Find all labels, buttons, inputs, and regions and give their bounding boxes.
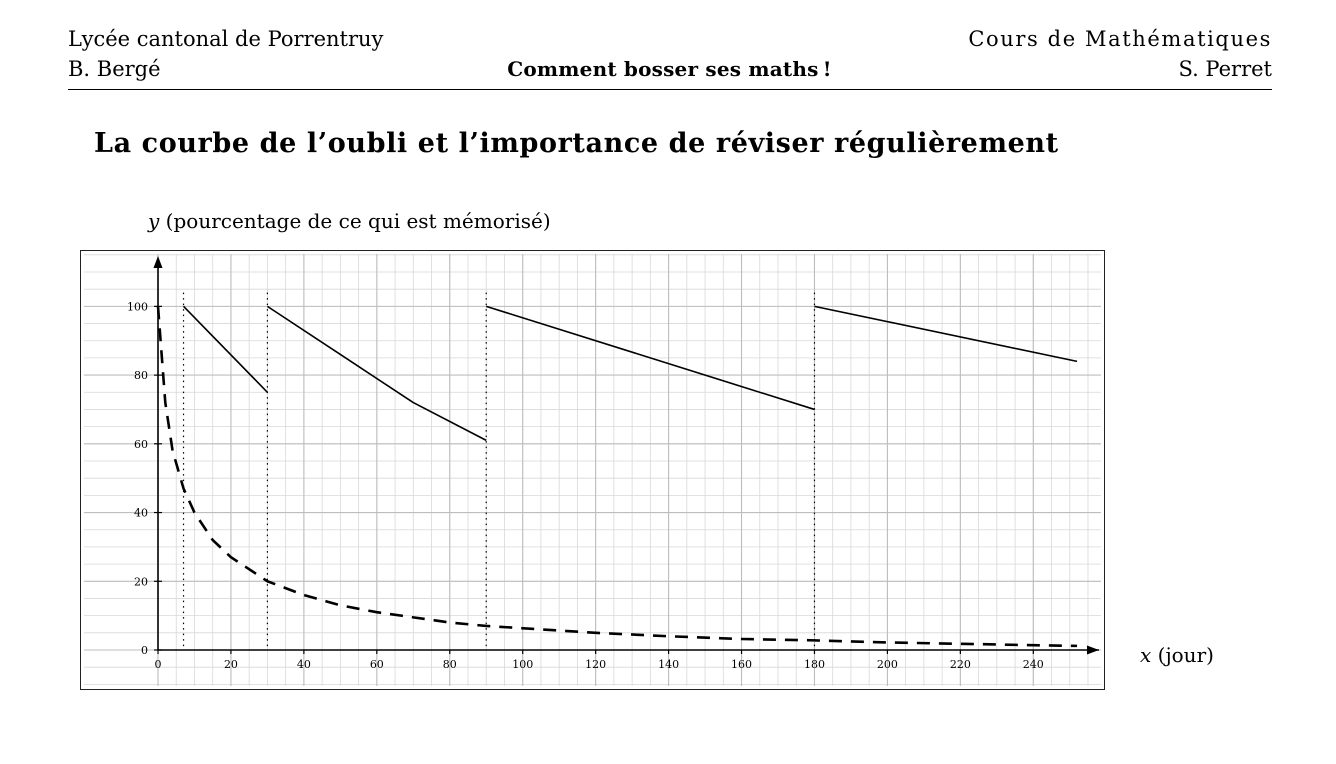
x-tick-label: 200 (876, 658, 898, 671)
x-tick-label: 140 (658, 658, 680, 671)
x-tick-label: 40 (296, 658, 311, 671)
x-tick-label: 220 (949, 658, 971, 671)
y-tick-label: 80 (134, 369, 148, 383)
x-tick-label: 0 (154, 658, 162, 671)
header-row-bottom (68, 54, 1272, 84)
x-tick-label: 160 (731, 658, 753, 671)
header-document-title: Comment bosser ses maths ! (507, 57, 832, 81)
x-tick-label: 180 (803, 658, 825, 671)
header-divider (68, 89, 1272, 90)
y-tick-label: 20 (134, 575, 148, 589)
x-axis-variable: x (1140, 643, 1152, 667)
y-tick-label: 60 (134, 437, 148, 451)
y-tick-label: 40 (134, 506, 148, 520)
y-tick-label: 0 (141, 644, 148, 657)
y-axis-caption (148, 209, 551, 233)
header-author-left: B. Bergé (68, 57, 161, 81)
plot-area (80, 250, 1105, 690)
y-axis-variable: y (148, 209, 160, 233)
page-title: La courbe de l’oubli et l’importance de réviser régulièrement (94, 128, 1059, 159)
header-institution: Lycée cantonal de Porrentruy (68, 27, 384, 51)
forgetting-curve-figure (80, 205, 1260, 715)
page-header (68, 24, 1272, 90)
header-course: Cours de Mathématiques (968, 27, 1272, 51)
x-tick-label: 80 (442, 658, 457, 671)
x-axis-caption-text: (jour) (1151, 643, 1214, 667)
x-tick-label: 20 (223, 658, 238, 671)
header-author-right: S. Perret (1178, 57, 1272, 81)
plot-svg (80, 250, 1105, 690)
x-tick-label: 120 (585, 658, 607, 671)
x-tick-label: 60 (369, 658, 384, 671)
y-axis-caption-text: (pourcentage de ce qui est mémorisé) (159, 209, 551, 233)
y-tick-label: 100 (127, 300, 148, 314)
x-tick-label: 100 (512, 658, 534, 671)
x-tick-label: 240 (1022, 658, 1044, 671)
plot-frame (81, 251, 1105, 690)
header-row-top (68, 24, 1272, 54)
x-axis-caption (1140, 643, 1214, 667)
